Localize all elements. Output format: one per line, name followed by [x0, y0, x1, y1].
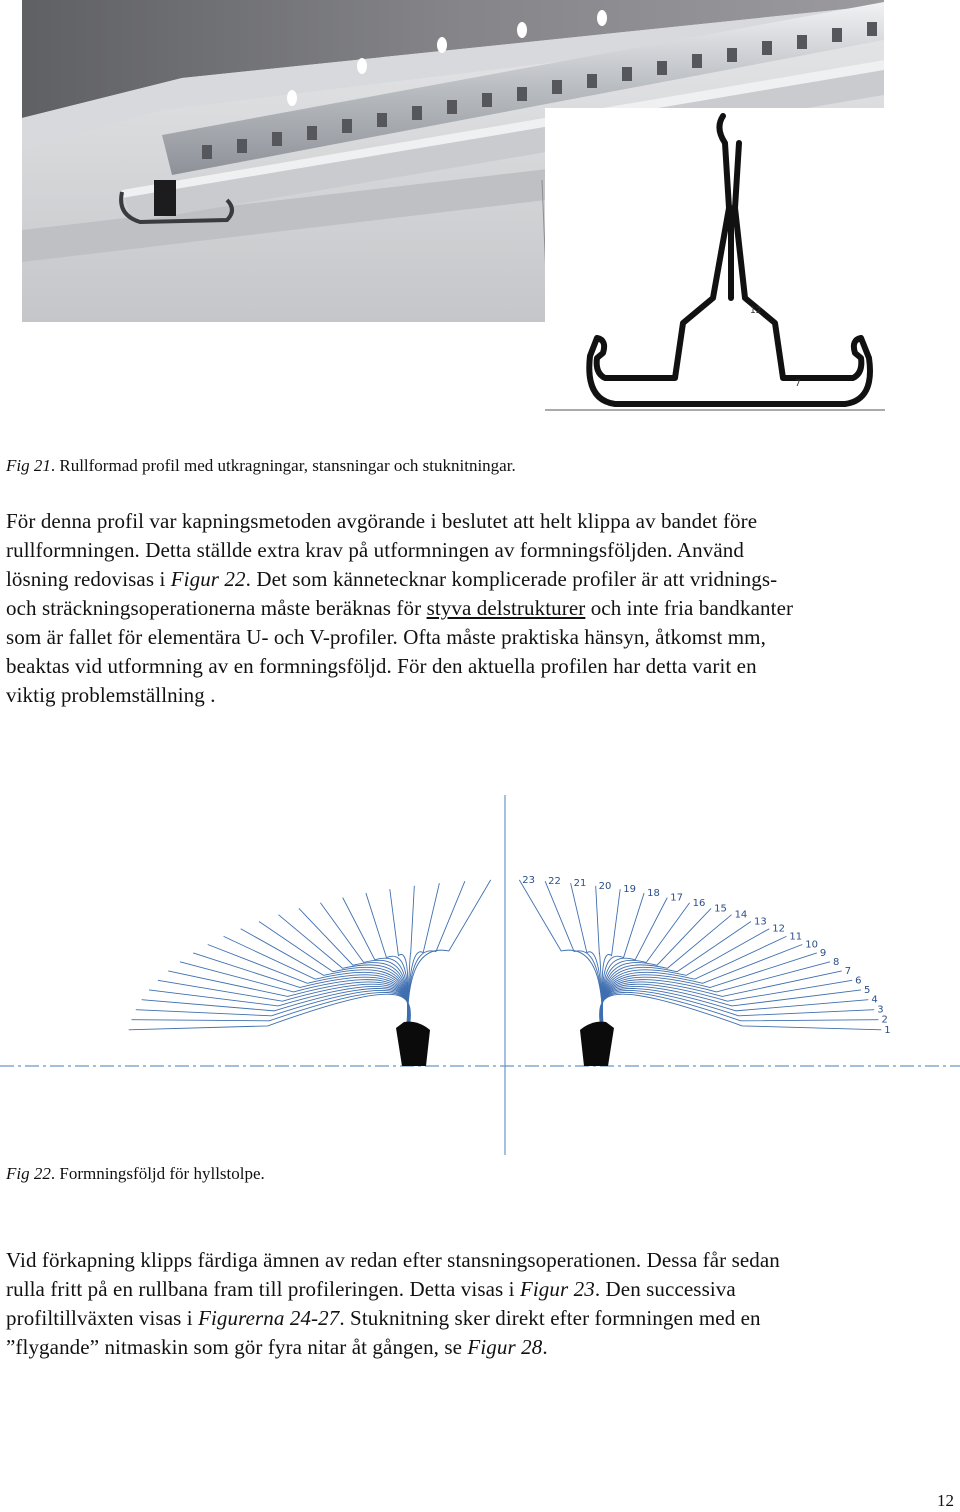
- forming-stage-label: 19: [623, 884, 636, 896]
- forming-stage-label: 17: [670, 892, 684, 904]
- paragraph-1-line-2: rullformningen. Detta ställde extra krav på utformningen av formningsföljden. Använd: [6, 538, 744, 562]
- paragraph-1-line-1: För denna profil var kapningsmetoden avgörande i beslutet att helt klippa av bandet före: [6, 509, 758, 533]
- forming-stage-label: 13: [754, 916, 767, 928]
- profile-label-12: 12: [750, 306, 762, 316]
- figure-23-reference: Figur 23: [519, 1277, 595, 1301]
- forming-stage-curve: [601, 971, 842, 1052]
- forming-stage-label: 23: [522, 874, 536, 886]
- paragraph-2-line-3-start: profiltillväxten visas i: [6, 1306, 199, 1330]
- forming-stage-label: 4: [871, 994, 878, 1006]
- forming-stage-label: 7: [844, 965, 852, 977]
- forming-stage-curve: [259, 921, 408, 1052]
- paragraph-2: [6, 1246, 926, 1362]
- forming-stage-label: 8: [833, 956, 840, 968]
- paragraph-2-line-2: [6, 1275, 926, 1304]
- figure-28-reference: Figur 28: [467, 1335, 543, 1359]
- paragraph-2-line-1: Vid förkapning klipps färdiga ämnen av redan efter stansningsoperationen. Dessa får sedan: [6, 1248, 780, 1272]
- fig22-caption-text: . Formningsföljd för hyllstolpe.: [50, 1164, 265, 1183]
- forming-stage-label: 11: [789, 931, 803, 943]
- forming-stage-label: 1: [884, 1024, 891, 1036]
- paragraph-2-line-4-end: .: [542, 1335, 548, 1359]
- forming-stage-label: 22: [548, 876, 561, 888]
- fig21-label: Fig 21: [6, 456, 51, 475]
- figures-24-27-reference: Figurerna 24-27: [198, 1306, 340, 1330]
- page-number: 12: [937, 1491, 954, 1510]
- forming-stage-curve: [278, 915, 408, 1052]
- forming-stage-label: 18: [647, 888, 660, 900]
- forming-stage-label: 5: [863, 984, 871, 996]
- paragraph-2-line-2-start: rulla fritt på en rullbana fram till profileringen. Detta visas i: [6, 1277, 520, 1301]
- forming-stage-label: 16: [692, 897, 706, 909]
- forming-stage-curve: [602, 915, 732, 1052]
- forming-sequence-figure: [0, 790, 960, 1160]
- forming-stage-label: 10: [805, 939, 819, 951]
- forming-stage-curve: [131, 992, 410, 1052]
- fig22-caption: [6, 1164, 265, 1184]
- paragraph-1-line-3-start: lösning redovisas i: [6, 567, 171, 591]
- forming-stage-curve: [600, 994, 882, 1052]
- figure-22-reference: Figur 22: [170, 567, 246, 591]
- profile-cross-section: [545, 108, 885, 413]
- forming-sequence-drawing: [0, 790, 960, 1160]
- forming-stage-label: 20: [598, 880, 612, 892]
- fig22-label: Fig 22: [6, 1164, 51, 1183]
- paragraph-1-line-3: [6, 565, 926, 594]
- paragraph-1-line-3-end: . Det som kännetecknar komplicerade profiler är att vridnings-: [245, 567, 778, 591]
- underlined-term: styva delstrukturer: [426, 596, 586, 620]
- forming-stage-curve: [600, 992, 879, 1052]
- paragraph-1-line-5: som är fallet för elementära U- och V-profiler. Ofta måste praktiska hänsyn, åtkomst mm,: [6, 625, 766, 649]
- forming-stage-label: 15: [714, 903, 727, 915]
- forming-stage-curve: [129, 994, 411, 1052]
- forming-stage-label: 14: [734, 909, 748, 921]
- forming-stage-curve: [168, 971, 409, 1052]
- fig21-caption: [6, 456, 516, 476]
- forming-stage-label: 6: [855, 975, 862, 987]
- paragraph-2-line-4: [6, 1333, 926, 1362]
- forming-stage-label: 12: [772, 923, 786, 935]
- paragraph-2-line-2-end: . Den successiva: [594, 1277, 736, 1301]
- forming-stage-label: 9: [819, 947, 827, 959]
- paragraph-2-line-3-end: . Stuknitning sker direkt efter formningen med en: [339, 1306, 761, 1330]
- fig21-caption-text: . Rullformad profil med utkragningar, stansningar och stuknitningar.: [50, 456, 516, 475]
- paragraph-1-line-6: beaktas vid utformning av en formningsföljd. För den aktuella profilen har detta varit en: [6, 654, 757, 678]
- paragraph-1: [6, 507, 926, 710]
- paragraph-1-line-4-start: och sträckningsoperationerna måste beräknas för: [6, 596, 427, 620]
- profile-label-7: 7: [795, 379, 801, 389]
- forming-stage-label: 21: [573, 878, 587, 890]
- forming-stage-label: 2: [881, 1014, 888, 1026]
- paragraph-1-line-4: [6, 594, 926, 623]
- paragraph-1-line-7: viktig problemställning .: [6, 683, 216, 707]
- forming-stage-curve: [602, 921, 751, 1052]
- paragraph-1-line-4-end: och inte fria bandkanter: [585, 596, 794, 620]
- forming-stage-label: 3: [877, 1004, 884, 1016]
- profile-cross-section-drawing: [545, 108, 885, 413]
- paragraph-2-line-3: [6, 1304, 926, 1333]
- paragraph-2-line-4-start: ”flygande” nitmaskin som gör fyra nitar åt gången, se: [6, 1335, 468, 1359]
